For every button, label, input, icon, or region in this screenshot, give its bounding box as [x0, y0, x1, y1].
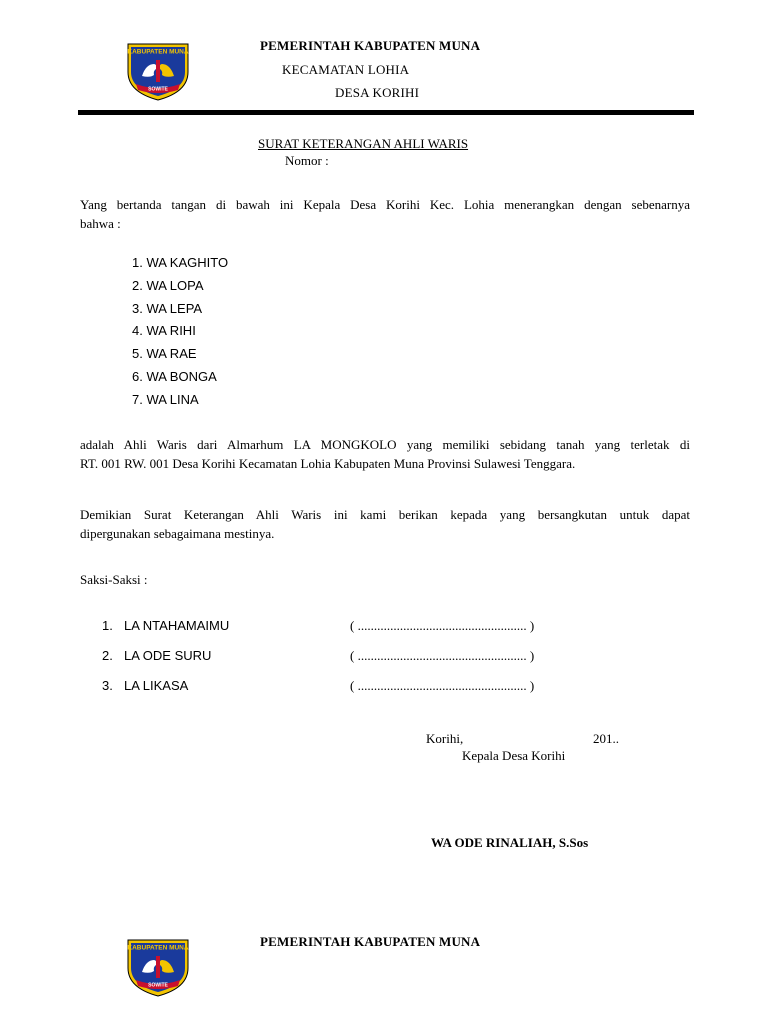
kabupaten-muna-logo [122, 934, 194, 998]
witness-heading: Saksi-Saksi : [80, 572, 148, 587]
document-title: SURAT KETERANGAN AHLI WARIS [258, 136, 469, 151]
svg-text:KABUPATEN MUNA: KABUPATEN MUNA [127, 48, 189, 56]
header-district: KECAMATAN LOHIA [282, 62, 410, 77]
kabupaten-muna-logo [122, 38, 194, 102]
witness-name: LA LIKASA [124, 678, 189, 693]
witness-signature-line: ( .................................................... ) [350, 618, 535, 633]
witness-number: 1. [102, 618, 113, 633]
witness-signature-line: ( .................................................... ) [350, 678, 535, 693]
intro-line-1: Yang bertanda tangan di bawah ini Kepala Desa Korihi Kec. Lohia menerangkan dengan sebenarnya [80, 197, 690, 212]
heir-item: 5. WA RAE [132, 346, 197, 361]
heir-item: 6. WA BONGA [132, 369, 217, 384]
witness-signature-line: ( .................................................... ) [350, 648, 535, 663]
witness-name: LA NTAHAMAIMU [124, 618, 230, 633]
header-divider [78, 110, 694, 115]
closing-line-2: dipergunakan sebagaimana mestinya. [80, 526, 275, 541]
header-village: DESA KORIHI [335, 85, 420, 100]
heir-item: 3. WA LEPA [132, 301, 203, 316]
heir-item: 4. WA RIHI [132, 323, 196, 338]
svg-text:SOWITE: SOWITE [148, 982, 168, 989]
heir-item: 7. WA LINA [132, 392, 199, 407]
heir-statement-line-1: adalah Ahli Waris dari Almarhum LA MONGKOLO yang memiliki sebidang tanah yang terletak di [80, 437, 690, 452]
closing-line-1: Demikian Surat Keterangan Ahli Waris ini kami berikan kepada yang bersangkutan untuk dapat [80, 507, 690, 522]
heir-item: 1. WA KAGHITO [132, 255, 229, 270]
heir-item: 2. WA LOPA [132, 278, 204, 293]
document-number: Nomor : [285, 153, 329, 168]
signer-position: Kepala Desa Korihi [462, 748, 566, 763]
next-page-header-government: PEMERINTAH KABUPATEN MUNA [260, 934, 481, 949]
signature-year: 201.. [593, 731, 619, 746]
signer-name: WA ODE RINALIAH, S.Sos [431, 835, 589, 850]
svg-text:SOWITE: SOWITE [148, 86, 168, 93]
signature-place: Korihi, [426, 731, 464, 746]
witness-number: 2. [102, 648, 113, 663]
header-government: PEMERINTAH KABUPATEN MUNA [260, 38, 481, 53]
witness-name: LA ODE SURU [124, 648, 212, 663]
witness-number: 3. [102, 678, 113, 693]
heir-statement-line-2: RT. 001 RW. 001 Desa Korihi Kecamatan Lohia Kabupaten Muna Provinsi Sulawesi Tenggara. [80, 456, 576, 471]
intro-line-2: bahwa : [80, 216, 121, 231]
svg-text:KABUPATEN MUNA: KABUPATEN MUNA [127, 944, 189, 952]
